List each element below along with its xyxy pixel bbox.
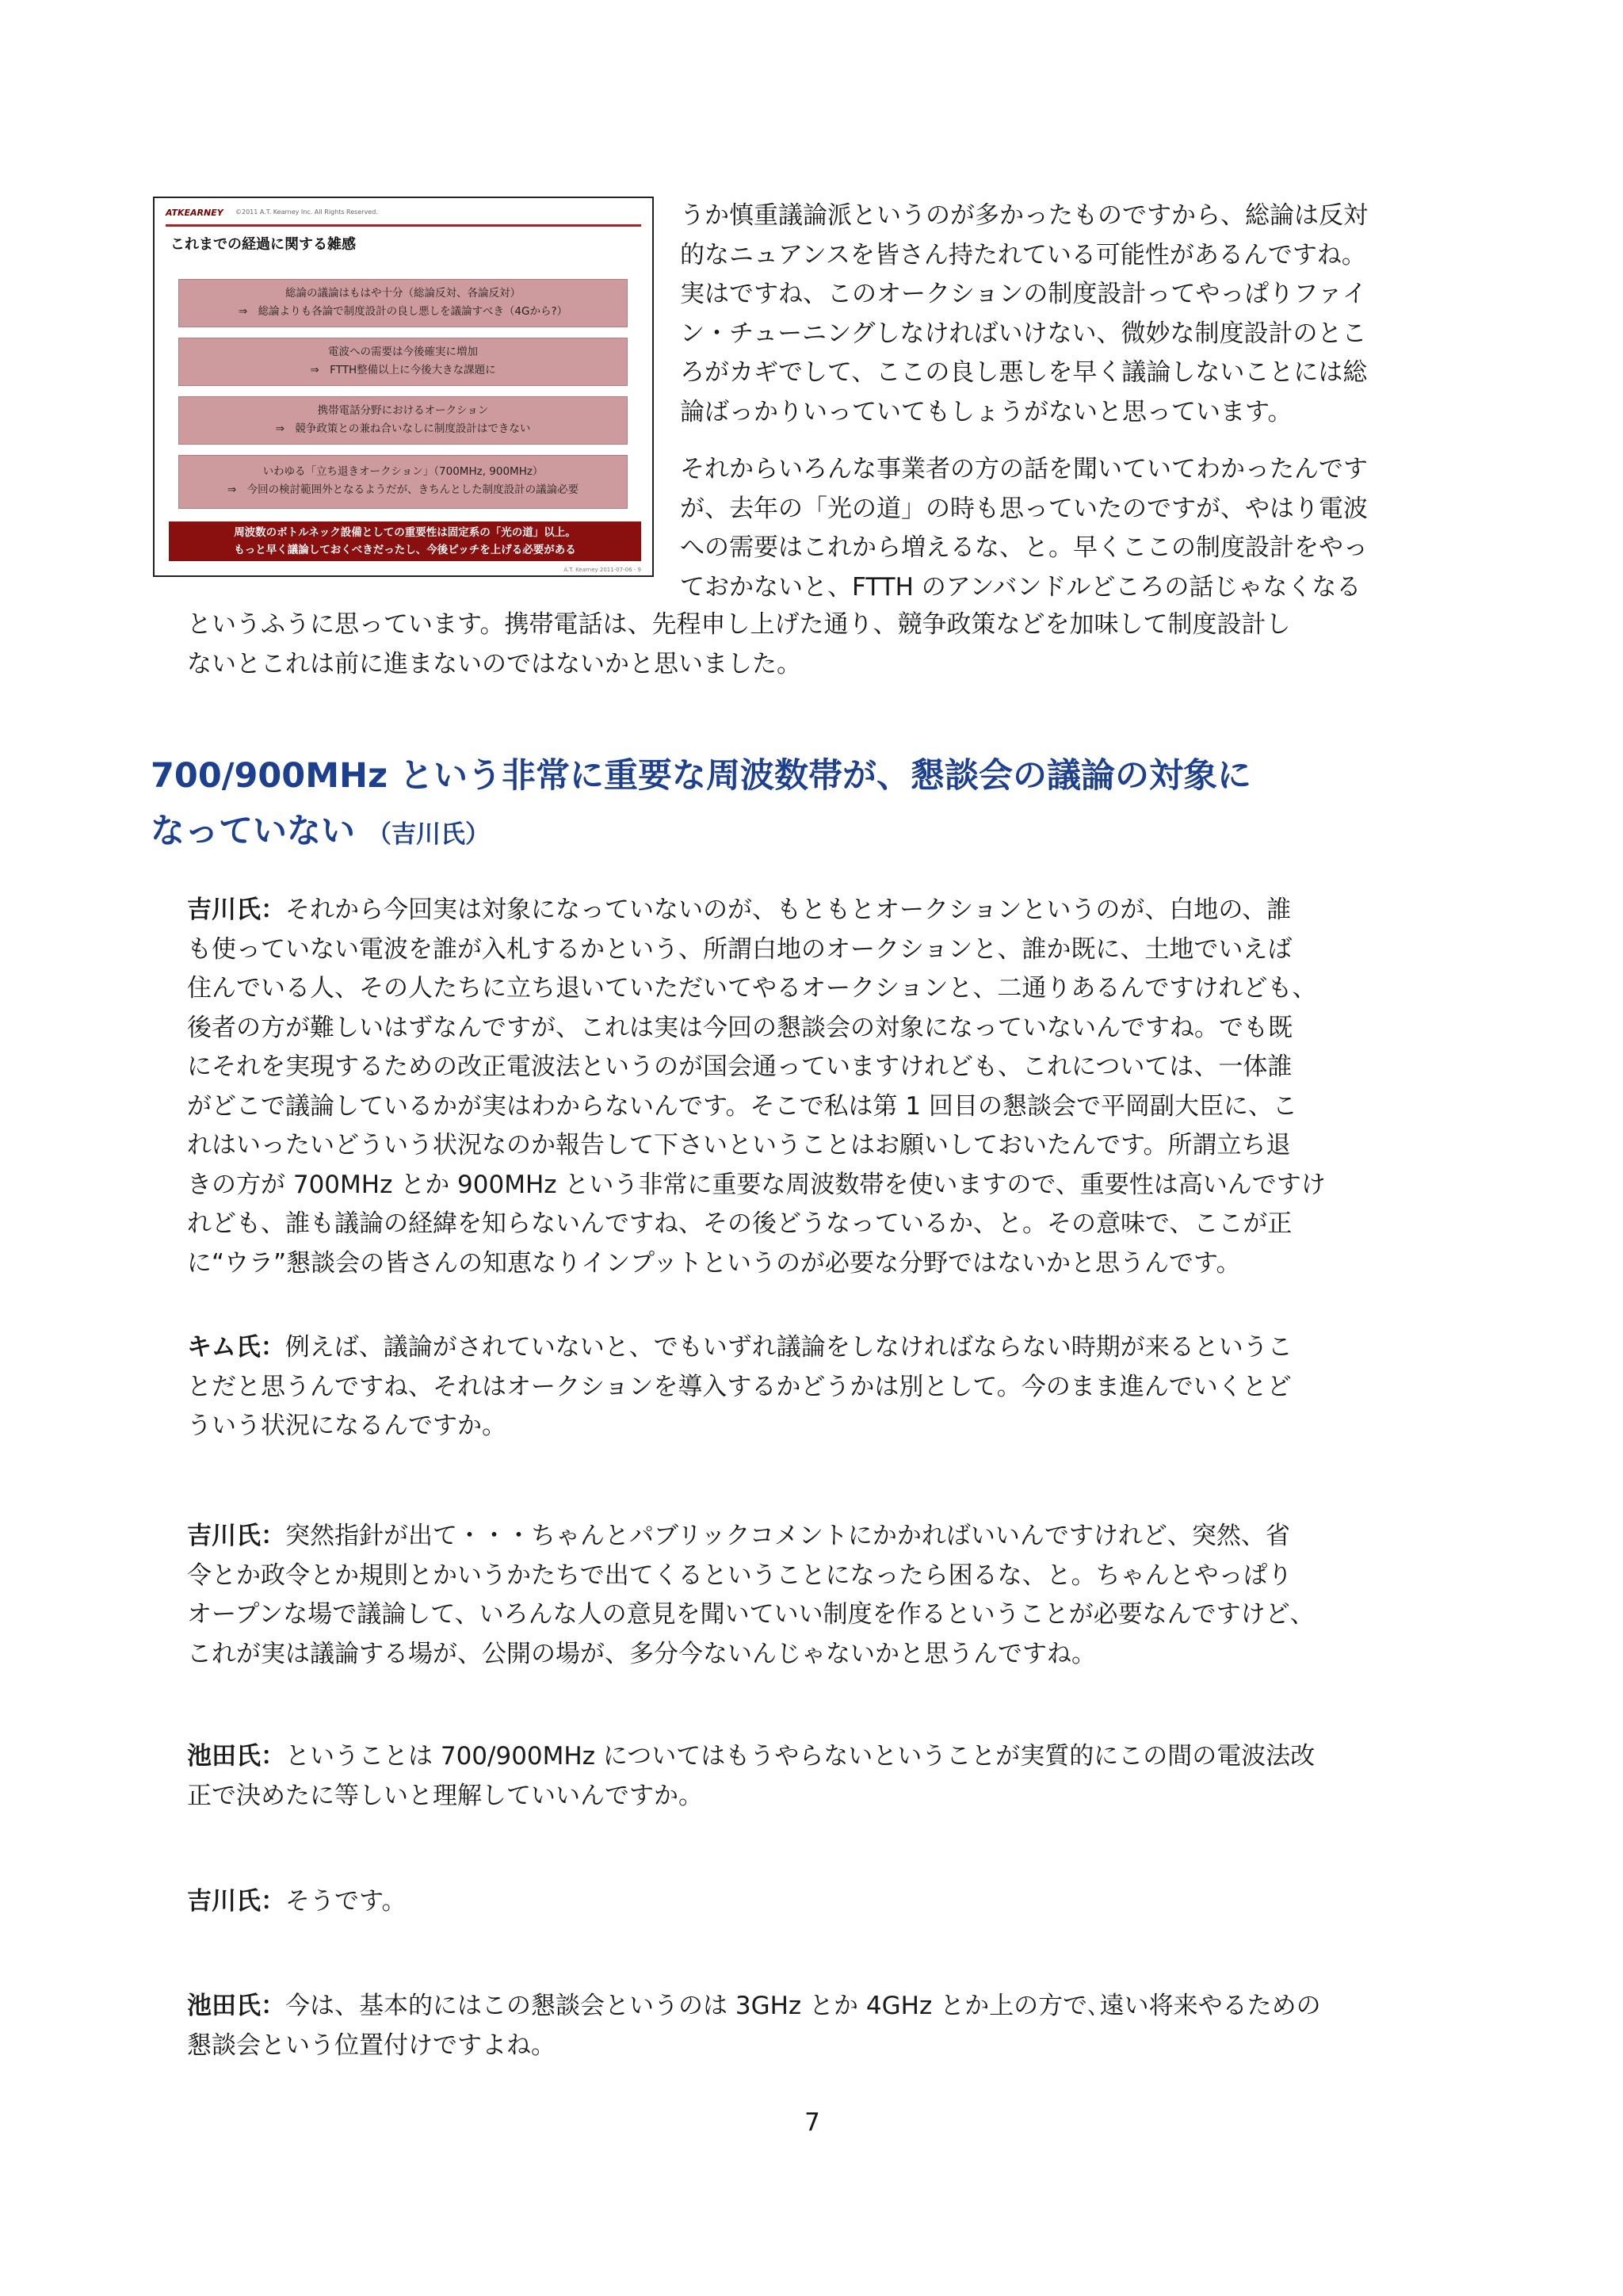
slide-box-3 — [178, 396, 628, 445]
speaker-label: 吉川氏： — [187, 1522, 285, 1550]
heading-line-1: 700/900MHz という非常に重要な周波数帯が、懇談会の議論の対象に — [151, 756, 1251, 796]
text-line: 的なニュアンスを皆さん持たれている可能性があるんですね。 — [680, 240, 1366, 269]
slide-title: これまでの経過に関する雑感 — [170, 236, 356, 253]
intro-paragraph-2 — [680, 450, 1368, 607]
text-line: ということは 700/900MHz についてはもうやらないということが実質的にこの間の電波法改 — [285, 1742, 1316, 1771]
slide-box-line: ⇒ 今回の検討範囲外となるようだが、きちんとした制度設計の議論必要 — [227, 483, 579, 496]
slide-box-line: ⇒ FTTH整備以上に今後大きな課題に — [310, 364, 496, 376]
text-line: にそれを実現するための改正電波法というのが国会通っていますけれども、これについては、一体誰 — [187, 1052, 1293, 1081]
text-line: 住んでいる人、その人たちに立ち退いていただいてやるオークションと、二通りあるんですけれども、 — [187, 974, 1317, 1003]
text-line: それからいろんな事業者の方の話を聞いていてわかったんです — [680, 455, 1368, 483]
text-line: れども、誰も議論の経緯を知らないんですね、その後どうなっているか、と。その意味で、ここが正 — [187, 1209, 1293, 1238]
slide-box-line: いわゆる「立ち退きオークション」（700MHz, 900MHz） — [262, 465, 544, 478]
heading-speaker: （吉川氏） — [366, 820, 490, 849]
text-line: 今は、基本的にはこの懇談会というのは 3GHz とか 4GHz とか上の方で､遠い将来やるための — [285, 1992, 1321, 2020]
slide-box-2 — [178, 338, 628, 386]
text-line: うか慎重議論派というのが多かったものですから、総論は反対 — [680, 201, 1368, 230]
slide-header — [166, 208, 641, 223]
slide-thumbnail — [153, 197, 654, 577]
slide-header-rule — [166, 224, 641, 227]
slide-box-line: 総論の議論はもはや十分（総論反対、各論反対） — [285, 287, 521, 300]
slide-footer: A.T. Kearney 2011-07-06 - 9 — [563, 567, 641, 573]
text-line: 突然指針が出て・・・ちゃんとパブリックコメントにかかればいいんですけれど、突然、省 — [285, 1522, 1290, 1550]
heading-line-2-text: なっていない — [151, 812, 355, 851]
slide-copyright: ©2011 A.T. Kearney Inc. All Rights Reserved. — [235, 208, 378, 216]
speaker-label: 池田氏： — [187, 1742, 285, 1771]
speaker-label: 吉川氏： — [187, 896, 285, 924]
text-line: オープンな場で議論して、いろんな人の意見を聞いていい制度を作るということが必要なんですけど、 — [187, 1600, 1315, 1629]
slide-box-1 — [178, 279, 628, 327]
slide-brand-logo: ATKEARNEY — [166, 208, 223, 218]
text-line: も使っていない電波を誰が入札するかという、所謂白地のオークションと、誰か既に、土地でいえば — [187, 934, 1293, 964]
text-line: への需要はこれから増えるな、と。早くここの制度設計をやっ — [680, 533, 1368, 562]
text-line: それから今回実は対象になっていないのが、もともとオークションというのが、白地の、誰 — [285, 896, 1292, 924]
text-line: きの方が 700MHz とか 900MHz という非常に重要な周波数帯を使いますので、重要性は高いんですけ — [187, 1170, 1326, 1199]
slide-box-line: ⇒ 総論よりも各論で制度設計の良し悪しを議論すべき（4Gから?） — [238, 305, 568, 318]
speaker-label: キム氏： — [187, 1333, 285, 1362]
text-line: そうです。 — [285, 1887, 407, 1916]
text-line: とだと思うんですね、それはオークションを導入するかどうかは別として。今のまま進んでいくとど — [187, 1372, 1292, 1401]
text-line: ろがカギでして、ここの良し悪しを早く議論しないことには総 — [680, 358, 1368, 387]
dialogue-block-3 — [187, 1517, 1315, 1674]
slide-box-line: ⇒ 競争政策との兼ね合いなしに制度設計はできない — [275, 422, 531, 435]
text-line: これが実は議論する場が、公開の場が、多分今ないんじゃないかと思うんですね。 — [187, 1639, 1096, 1668]
text-line: ういう状況になるんですか。 — [187, 1412, 506, 1440]
text-line: がどこで議論しているかが実はわからないんです。そこで私は第 1 回目の懇談会で平岡副大臣に、こ — [187, 1091, 1297, 1121]
text-line: ン・チューニングしなければいけない、微妙な制度設計のとこ — [680, 319, 1367, 348]
text-line: 懇談会という位置付けですよね。 — [187, 2030, 556, 2060]
text-line: 例えば、議論がされていないと、でもいずれ議論をしなければならない時期が来るというこ — [285, 1333, 1293, 1362]
dialogue-block-1 — [187, 891, 1326, 1283]
slide-box-line: 電波への需要は今後確実に増加 — [328, 346, 478, 358]
text-line: ないとこれは前に進まないのではないかと思いました。 — [187, 649, 801, 678]
intro-paragraph-1 — [680, 197, 1368, 432]
dialogue-block-5 — [187, 1882, 407, 1922]
text-line: 実はですね、このオークションの制度設計ってやっぱりファイ — [680, 280, 1367, 308]
page-number: 7 — [804, 2108, 820, 2137]
speaker-label: 池田氏： — [187, 1992, 285, 2020]
intro-paragraph-2-continued — [187, 606, 1291, 684]
slide-conclusion-banner — [169, 521, 641, 561]
slide-box-4 — [178, 455, 628, 509]
slide-banner-line: もっと早く議論しておくべきだったし、今後ピッチを上げる必要がある — [234, 544, 576, 556]
text-line: 後者の方が難しいはずなんですが、これは実は今回の懇談会の対象になっていないんですね。でも既 — [187, 1013, 1293, 1042]
text-line: が、去年の「光の道」の時も思っていたのですが、やはり電波 — [680, 494, 1368, 523]
text-line: 正で決めたに等しいと理解していいんですか。 — [187, 1781, 703, 1810]
heading-line-2 — [151, 804, 1251, 862]
text-line: というふうに思っています。携帯電話は、先程申し上げた通り、競争政策などを加味して制度設計し — [187, 610, 1291, 639]
slide-banner-line: 周波数のボトルネック設備としての重要性は固定系の「光の道」以上。 — [234, 526, 576, 539]
text-line: 論ばっかりいっていてもしょうがないと思っています。 — [680, 397, 1293, 426]
dialogue-block-4 — [187, 1737, 1315, 1816]
section-heading — [151, 748, 1251, 862]
text-line: 令とか政令とか規則とかいうかたちで出てくるということになったら困るな、と。ちゃんとやっぱり — [187, 1561, 1293, 1590]
dialogue-block-2 — [187, 1328, 1293, 1446]
text-line: に“ウラ”懇談会の皆さんの知恵なりインプットというのが必要な分野ではないかと思うんです。 — [187, 1248, 1241, 1278]
text-line: ておかないと、FTTH のアンバンドルどころの話じゃなくなる — [680, 572, 1361, 602]
text-line: れはいったいどういう状況なのか報告して下さいということはお願いしておいたんです。所謂立ち退 — [187, 1131, 1291, 1159]
slide-box-line: 携帯電話分野におけるオークション — [317, 404, 489, 417]
dialogue-block-6 — [187, 1987, 1321, 2065]
speaker-label: 吉川氏： — [187, 1887, 285, 1916]
